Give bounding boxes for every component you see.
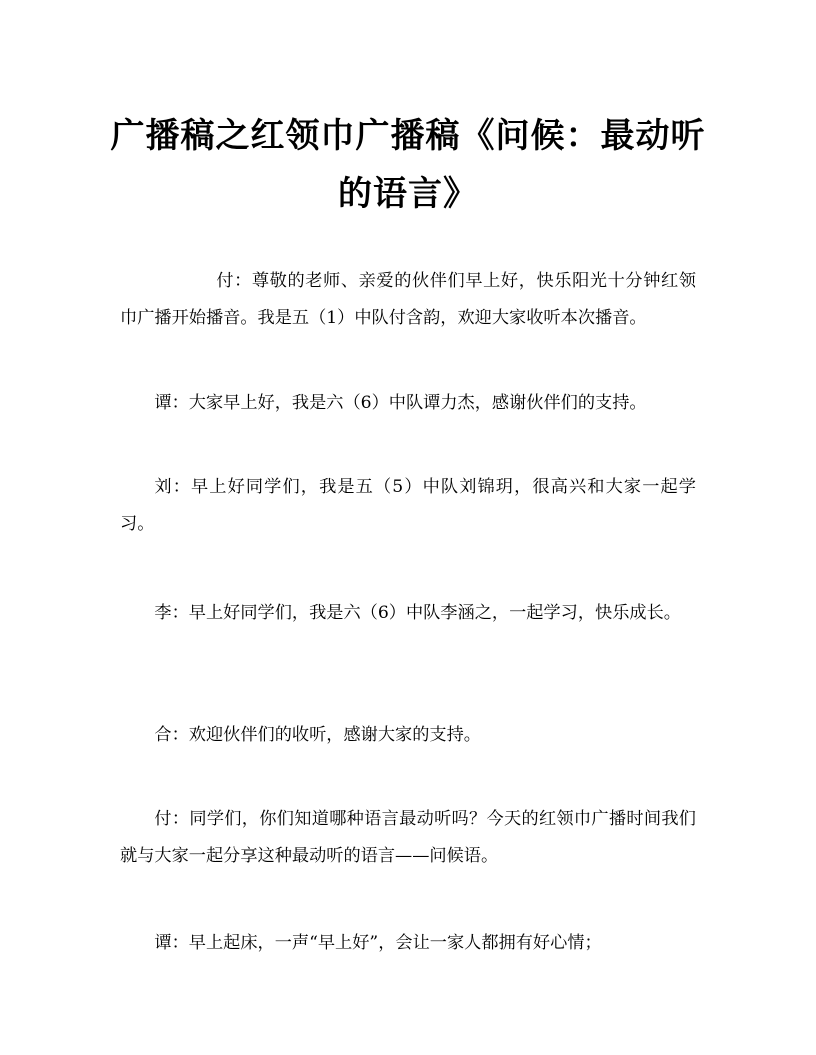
document-title-line-1: 广播稿之红领巾广播稿《问候：最动听 [110,116,706,156]
paragraph-1: 付：尊敬的老师、亲爱的伙伴们早上好，快乐阳光十分钟红领巾广播开始播音。我是五（1）中队付含韵，欢迎大家收听本次播音。 [120,271,696,328]
paragraph-6: 付：同学们，你们知道哪种语言最动听吗？今天的红领巾广播时间我们就与大家一起分享这种最动听的语言——问候语。 [120,809,696,866]
paragraph-2: 谭：大家早上好，我是六（6）中队谭力杰，感谢伙伴们的支持。 [154,393,647,413]
paragraph-4: 李：早上好同学们，我是六（6）中队李涵之，一起学习，快乐成长。 [154,603,681,623]
paragraph-3: 刘：早上好同学们，我是五（5）中队刘锦玥，很高兴和大家一起学习。 [120,477,696,534]
paragraph-5: 合：欢迎伙伴们的收听，感谢大家的支持。 [154,725,481,745]
document-title-line-2: 的语言》 [338,174,478,214]
paragraph-7: 谭：早上起床，一声“早上好”，会让一家人都拥有好心情； [154,933,602,953]
